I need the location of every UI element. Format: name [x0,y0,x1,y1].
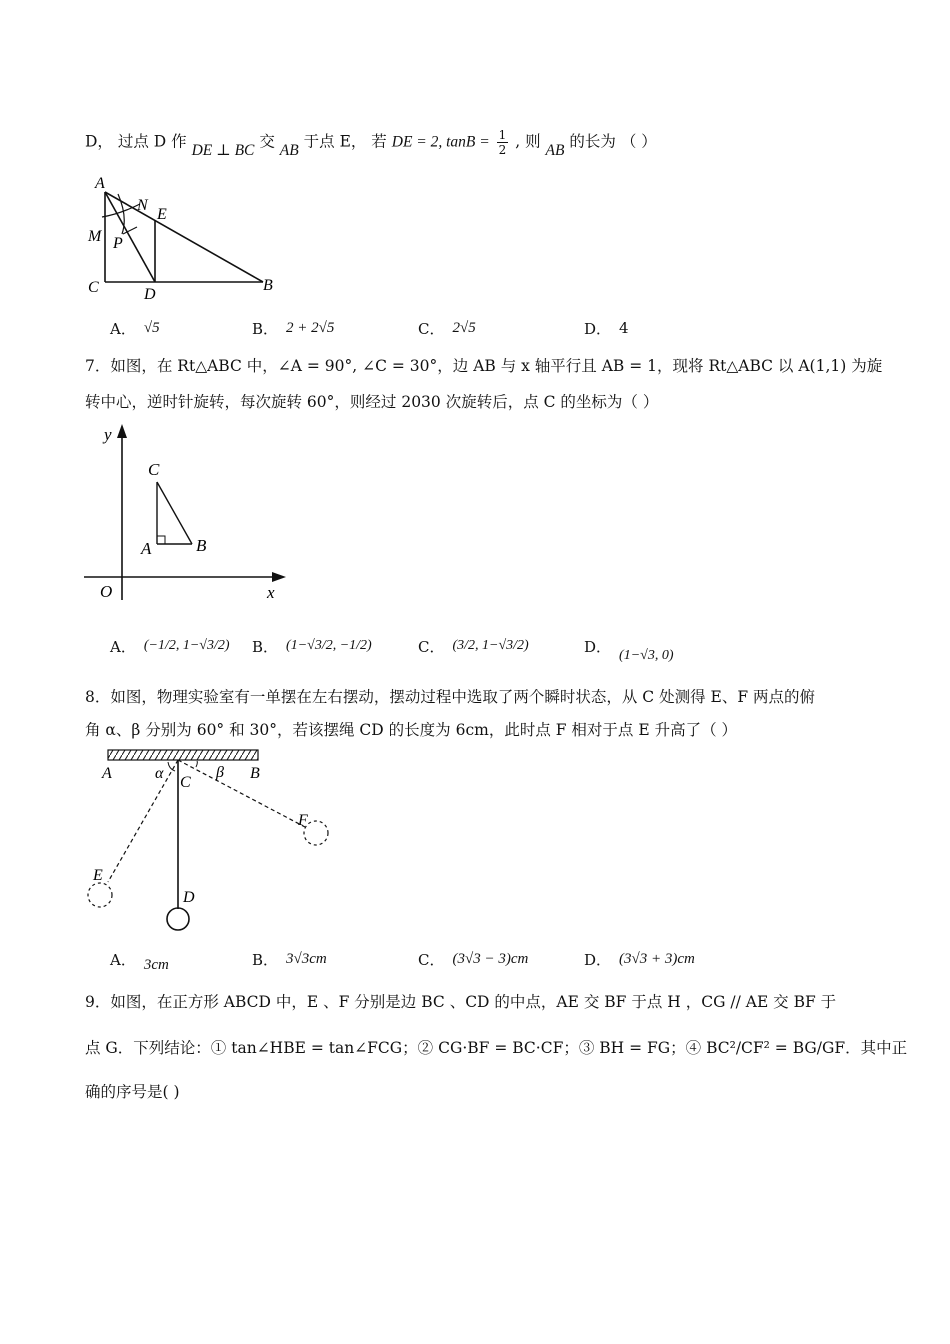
q8-option-b[interactable]: B． 3√3cm [252,950,327,969]
q7-label-x: x [267,583,275,602]
q7-option-a[interactable]: A． (−1/2, 1−√3/2) [110,637,230,656]
q6-option-c[interactable]: C． 2√5 [418,319,476,338]
q8-line-1: 8．如图，物理实验室有一单摆在左右摆动，摆动过程中选取了两个瞬时状态，从 C 处测得 E、F 两点的俯 [85,688,816,706]
q8-option-d[interactable]: D． (3√3 + 3)cm [584,950,695,969]
q6-math-ab2: AB [545,141,565,159]
q6-text-2: 交 [259,132,275,151]
q7-label-c: C [148,460,160,479]
q6-label-N: N [137,197,148,214]
q6-text-4: , 则 [515,132,541,151]
q6-label-P: P [113,235,123,252]
q8-figure [80,745,350,935]
q6-frac: $\frac{1}{2}$ [498,128,507,157]
q6-label-C: C [88,279,99,296]
q6-options [110,304,850,352]
q8-label-c: C [180,774,191,791]
q7-line-1: 7．如图，在 Rt△ABC 中，∠A = 90°, ∠C = 30°，边 AB 与 x 轴平行且 AB = 1，现将 Rt△ABC 以 A(1,1) 为旋 [85,357,883,375]
q8-label-d: D [183,889,195,906]
q8-label-alpha: α [155,765,164,782]
q6-math-ab: AB [279,141,299,159]
q8-label-beta: β [216,764,224,781]
q8-label-f: F [298,812,308,829]
q9-line-1: 9．如图，在正方形 ABCD 中，E 、F 分别是边 BC 、CD 的中点，AE 交 BF 于点 H ，CG // AE 交 BF 于 [85,993,837,1011]
q6-option-b[interactable]: B． 2 + 2√5 [252,319,335,338]
q8-label-a: A [102,765,112,782]
q7-figure [84,420,294,605]
q8-option-a[interactable]: A． 3cm [110,950,169,973]
q9-line-2: 点 G．下列结论：① tan∠HBE = tan∠FCG；② CG·BF = BC·CF；③ BH = FG；④ BC²/CF² = BG/GF．其中正 [85,1039,908,1057]
q6-label-B: B [263,277,273,294]
q6-text-5: 的长为 （ ） [569,132,657,151]
q6-option-d[interactable]: D． 4 [584,319,629,338]
q6-option-a[interactable]: A． √5 [110,319,160,338]
q8-options [110,935,850,983]
q6-stem [85,128,865,157]
q7-label-o: O [100,582,113,601]
q6-text-3: 于点 E， 若 [303,132,387,151]
q6-label-D: D [144,286,156,302]
q6-label-A: A [95,175,105,192]
q7-line-2: 转中心，逆时针旋转，每次旋转 60°，则经过 2030 次旋转后，点 C 的坐标为（ ） [85,393,659,411]
q7-option-c[interactable]: C． (3/2, 1−√3/2) [418,637,529,656]
q7-label-y: y [104,425,112,444]
q8-label-b: B [250,765,260,782]
q7-options [110,622,850,670]
q9-line-3: 确的序号是( ) [85,1083,180,1101]
q8-line-2: 角 α、β 分别为 60° 和 30°，若该摆绳 CD 的长度为 6cm，此时点 F 相对于点 E 升高了（ ） [85,721,738,739]
q6-math-perp: DE ⊥ BC [191,141,255,159]
q7-label-b: B [196,536,207,555]
q7-option-b[interactable]: B． (1−√3/2, −1/2) [252,637,372,656]
q6-label-E: E [157,206,167,223]
q7-option-d[interactable]: D． (1−√3, 0) [584,637,674,663]
q6-text-1: D， 过点 D 作 [85,132,187,151]
q7-label-a: A [141,539,152,558]
q8-label-e: E [93,867,103,884]
q8-option-c[interactable]: C． (3√3 − 3)cm [418,950,529,969]
q6-figure [80,172,290,302]
q6-math-cond: DE = 2, tanB = [391,133,490,151]
q6-label-M: M [88,228,102,245]
